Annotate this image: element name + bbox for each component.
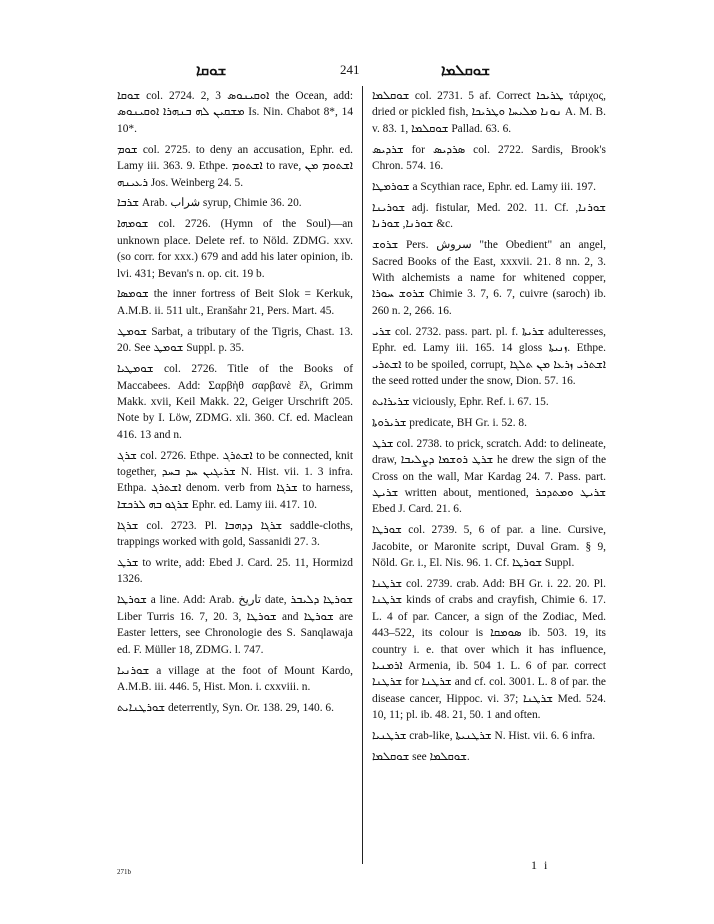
dictionary-entry: ܫܪܛܢܝܐ crab-like, ܫܪܛܢܝܬܐ N. Hist. vii. 6. 6 infra. bbox=[372, 730, 596, 743]
dictionary-entry: ܫܘܩܠܡܐ col. 2731. 5 af. Correct ܛܪܝܟܐ τάριχος, dried or pickled fish, ܢܘܢܐ ܡܠܝܚܐ ܘܛܪܝܟܐ A. M. B. v. 83. 1, ܫܘܩܠܡܐ Pallad. 63. 6. bbox=[372, 90, 606, 135]
left-column bbox=[117, 88, 353, 721]
dictionary-entry: ܫܪܝܪܐܝܬ viciously, Ephr. Ref. i. 67. 15. bbox=[372, 395, 549, 408]
footer-mark: 1 i bbox=[531, 858, 550, 872]
dictionary-entry: ܫܘܡܛ Sarbat, a tributary of the Tigris, Chast. 13. 20. See ܫܘܡܛ Suppl. p. 35. bbox=[117, 325, 353, 355]
dictionary-entry: ܫܘܪܛܐ col. 2739. 5, 6 of par. a line. Cursive, Jacobite, or Maronite script, Duval Gram. § 9, Nöld. Gr. i., El. Nis. 96. 1. Cf. ܫܘܪܛܐ Suppl. bbox=[372, 524, 606, 570]
dictionary-entry: ܫܘܩܐ col. 2724. 2, 3 ܐܘܩܝܢܘܣ the Ocean, add: ܡܫܩܝܢ ܠܗ ܒܢܗܪܐ ܐܘܩܝܢܘܣ Is. Nin. Chabot 8*, 14 10*. bbox=[117, 90, 354, 135]
running-header bbox=[0, 62, 714, 82]
dictionary-entry: ܫܘܪܛܐ a line. Add: Arab. تاريخ date, ܫܘܪܛܐ ܕܠܝܒܪ Liber Turris 16. 7, 20. 3, ܫܘܪܛܐ and ܫܘܪܛܐ are Easter letters, see Chronologie des S. Sanqlawaja ed. F. Müller 18, ZDMG. l. 747. bbox=[117, 594, 353, 656]
dictionary-entry: ܫܪܛ to write, add: Ebed J. Card. 25. 11, Hormizd 1326. bbox=[117, 557, 353, 586]
dictionary-entry: ܫܪܝ col. 2732. pass. part. pl. f. ܫܪܝܬܐ adulteresses, Ephr. ed. Lamy iii. 165. 14 gloss ܙܢܝܬܐ. Ethpe. ܐܫܬܪܝ to be spoiled, corrupt, ܐܫܬܪܝ ܙܪܥܐ ܡܢ ܬܠܓܐ the seed rotted under the snow, Dion. 57. 16. bbox=[372, 325, 606, 387]
dictionary-entry: ܫܪܝܪܘܬܐ predicate, BH Gr. i. 52. 8. bbox=[372, 416, 527, 429]
dictionary-entry: ܫܘܡܗܐ col. 2726. (Hymn of the Soul)—an unknown place. Delete ref. to Nöld. ZDMG. xxv. (so corr. for xxx.) 679 and add his later opinion, ib. lvi. 431; Bevan's n. op. cit. 19 b. bbox=[117, 218, 353, 280]
dictionary-entry: ܫܪܛܢܐ col. 2739. crab. Add: BH Gr. i. 22. 20. Pl. ܫܪܛܢܐ kinds of crabs and crayfish, Chimie 6. 17. L. 4 of par. Cancer, a sign of the Zodiac, Med. 443–522, its colour is ܣܘܡܩܐ ib. 503. 19, its country i. e. that over which it has influence, ܐܪܡܢܝܐ Armenia, ib. 504 1. L. 6 of par. correct ܫܪܛܢܐ for ܫܪܛܢܐ and cf. col. 3001. L. 8 of par. the disease cancer, Hippoc. vi. 37; ܫܪܛܢܐ Med. 524. 10, 11; pl. ib. 48. 21, 50. 1 and often. bbox=[372, 577, 606, 722]
dictionary-entry: ܫܘܡ col. 2725. to deny an accusation, Ephr. ed. Lamy iii. 363. 9. Ethpe. ܐܫܬܘܡ to rave, ܐܫܬܘܡ ܡܢ ܪܥܝܢܗ Jos. Weinberg 24. 5. bbox=[117, 143, 353, 189]
dictionary-entry: ܫܘܪܝܢܐ adj. fistular, Med. 202. 11. Cf. ܫܘܪܢܐ, ܫܘܪܢܐ, ܫܘܪܢܐ &c. bbox=[372, 201, 606, 231]
dictionary-entry: ܫܪܒܐ Arab. شراب syrup, Chimie 36. 20. bbox=[117, 197, 302, 210]
dictionary-entry: ܫܘܪܡܛܐ a Scythian race, Ephr. ed. Lamy iii. 197. bbox=[372, 181, 596, 194]
dictionary-entry: ܫܪܓܐ col. 2723. Pl. ܫܪܓܐ ܕܕܗܒܐ saddle-cloths, trappings worked with gold, Sassanidi 27. 3. bbox=[117, 519, 354, 549]
column-divider bbox=[362, 86, 363, 864]
dictionary-entry: ܫܪܘܫ Pers. سروش "the Obedient" an angel, Sacred Books of the East, xxxvii. 21. 8 nn. 2, 3. With alchemists a name for whitened copper, ܫܪܘܫ ܚܘܪܐ Chimie 3. 7, 6. 7, cuivre (saroch) ib. 260 n. 2, 266. 16. bbox=[372, 239, 606, 317]
header-left-word: ܫܘܩܐ bbox=[196, 63, 227, 79]
dictionary-entry: ܫܪܛ col. 2738. to prick, scratch. Add: to delineate, draw, ܫܪܛ ܪܘܫܡܐ ܕܨܠܝܒܐ he drew the sign of the Cross on the wall, Mar Kardag 24. 7. Pass. part. ܫܪܝܛ written about, mentioned, ܫܪܝܛ ܘܡܬܕܟܪ Ebed J. Card. 21. 6. bbox=[372, 437, 606, 516]
dictionary-entry: ܫܘܪܛܢܐܝܬ deterrently, Syn. Or. 138. 29, 140. 6. bbox=[117, 701, 334, 714]
dictionary-entry: ܫܘܡܛܝܐ col. 2726. Title of the Books of Maccabees. Add: Σαρβὴθ σαρβανὲ ἔλ, Grimm Makk. xvii, Keil Makk. 22, Geiger Urschrift 205. Note by I. Löw, ZDMG. xli. 360. Cf. ed. Maclean 416. 13 and n. bbox=[117, 363, 353, 441]
dictionary-entry: ܫܘܪܢܝܐ a village at the foot of Mount Kardo, A.M.B. iii. 446. 5, Hist. Mon. i. cxxviii. n. bbox=[117, 664, 353, 693]
dictionary-entry: ܫܘܩܠܡܐ see ܫܘܩܠܡܐ. bbox=[372, 751, 470, 764]
dictionary-entry: ܫܪܓ col. 2726. Ethpe. ܐܫܬܪܓ to be connected, knit together, ܫܪܝܓܝܢ ܚܕ ܒܚܕ N. Hist. vii. 1. 3 infra. Ethpa. ܐܫܬܪܓ denom. verb from ܫܪܓܐ to harness, ܫܪܓܘ ܒܗ ܠܪܟܫܐ Ephr. ed. Lamy iii. 417. 10. bbox=[117, 449, 354, 511]
header-right-word: ܫܘܩܠܡܐ bbox=[441, 63, 491, 79]
right-column bbox=[372, 88, 606, 770]
dictionary-entry: ܫܪܕܝܣ for ܣܪܕܝܣ col. 2722. Sardis, Brook's Chron. 574. 16. bbox=[372, 143, 606, 173]
footer-signature: 271b bbox=[117, 868, 131, 876]
page-number: 241 bbox=[340, 62, 360, 77]
dictionary-entry: ܫܘܡܣܐ the inner fortress of Beit Slok = Kerkuk, A.M.B. ii. 511 ult., Eranšahr 21, Pers. Mart. 45. bbox=[117, 288, 353, 317]
